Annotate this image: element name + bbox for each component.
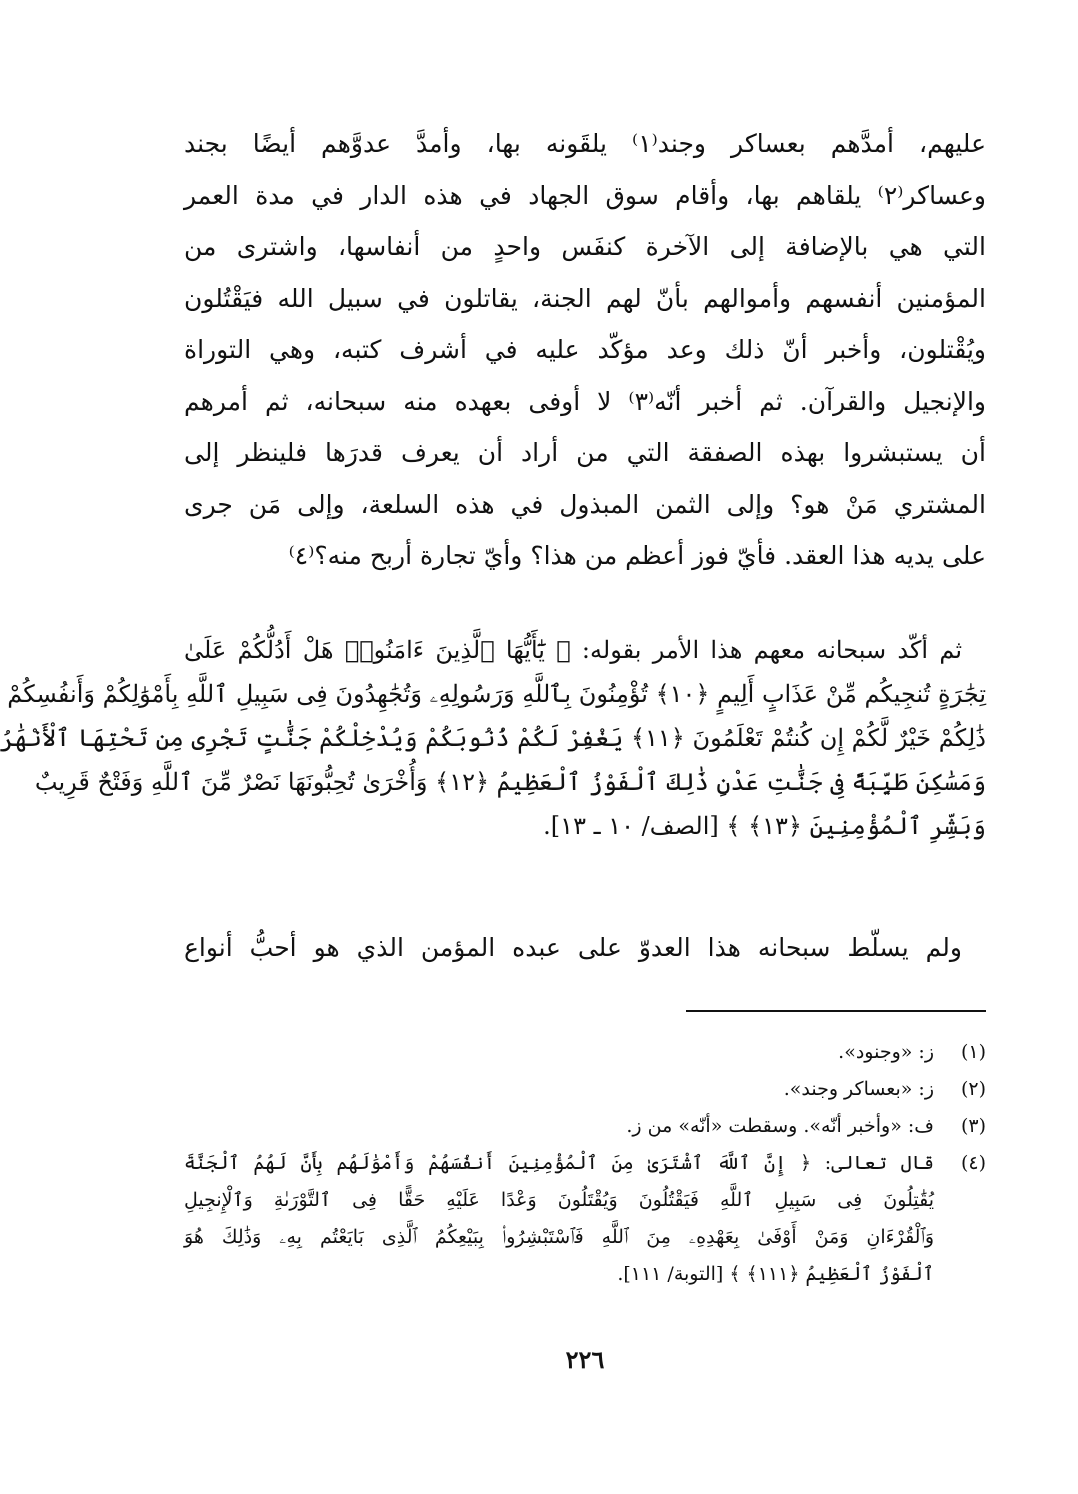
text-line: وعساكر⁽٢⁾ يلقاهم بها، وأقام سوق الجهاد في هذه الدار في مدة العمر bbox=[184, 180, 986, 210]
footnote-text: وَٱلْقُرْءَانِ وَمَنْ أَوْفَىٰ بِعَهْدِهِۦ مِنَ ٱللَّهِ فَٱسْتَبْشِرُوا۟ بِبَيْعِكُمُ ٱلَّذِى بَايَعْتُم بِهِۦ وَذَٰلِكَ هُوَ bbox=[184, 1226, 934, 1248]
footnote-text: ز: «وجنود». bbox=[838, 1041, 934, 1063]
footnote-number: (٣) bbox=[960, 1115, 986, 1137]
text-line: ويُقْتلون، وأخبر أنّ ذلك وعد مؤكّد عليه في أشرف كتبه، وهي التوراة bbox=[184, 335, 986, 364]
text-line: ثم أكّد سبحانه معهم هذا الأمر بقوله: ﴿ يَٰٓأَيُّهَا ٱلَّذِينَ ءَامَنُوا۟ هَلْ أَدُلُّكُمْ عَلَىٰ bbox=[184, 636, 962, 664]
footnote-text: ف: «وأخبر أنّه». وسقطت «أنّه» من ز. bbox=[626, 1115, 934, 1137]
text-line: على يديه هذا العقد. فأيّ فوز أعظم من هذا؟ وأيّ تجارة أربح منه؟⁽٤⁾ bbox=[288, 541, 986, 570]
footnote-number: (٤) bbox=[960, 1152, 986, 1174]
text-line: المؤمنين أنفسهم وأموالهم بأنّ لهم الجنة، يقاتلون في سبيل الله فيَقْتُلون bbox=[184, 283, 986, 313]
footnote-number: (٢) bbox=[960, 1078, 986, 1100]
footnote-divider bbox=[686, 1010, 986, 1012]
footnote-item bbox=[184, 1071, 986, 1108]
text-line: تِجَٰرَةٍ تُنجِيكُم مِّنْ عَذَابٍ أَلِيمٍ ﴿١٠﴾ تُؤْمِنُونَ بِٱللَّهِ وَرَسُولِهِۦ وَتُجَٰهِدُونَ فِى سَبِيلِ ٱللَّهِ بِأَمْوَٰلِكُمْ وَأَنفُسِكُمْ bbox=[7, 680, 986, 708]
text-line: ذَٰلِكُمْ خَيْرٌ لَّكُمْ إِن كُنتُمْ تَعْلَمُونَ ﴿١١﴾ يَغْفِرْ لَكُمْ ذُنُوبَكُمْ وَيُدْخِلْكُمْ جَنَّٰتٍ تَجْرِى مِن تَحْتِهَا ٱلْأَنْهَٰرُ bbox=[0, 724, 986, 752]
footnote-text: ز: «بعساكر وجند». bbox=[783, 1078, 934, 1100]
text-line: أن يستبشروا بهذه الصفقة التي من أراد أن يعرف قدرَها فلينظر إلى bbox=[184, 438, 986, 467]
page-number: ٢٢٦ bbox=[565, 1345, 605, 1374]
text-line: ولم يسلّط سبحانه هذا العدوّ على عبده المؤمن الذي هو أحبُّ أنواع bbox=[184, 933, 962, 962]
quran-quote-paragraph bbox=[0, 628, 986, 848]
footnote-number: (١) bbox=[960, 1041, 986, 1063]
footnote-item bbox=[184, 1034, 986, 1071]
footnote-item bbox=[184, 1145, 986, 1293]
footnote-item bbox=[184, 1108, 986, 1145]
footnote-text: يُقَٰتِلُونَ فِى سَبِيلِ ٱللَّهِ فَيَقْتُلُونَ وَيُقْتَلُونَ وَعْدًا عَلَيْهِ حَقًّا فِى ٱلتَّوْرَىٰةِ وَٱلْإِنجِيلِ bbox=[184, 1189, 934, 1211]
text-line: التي هي بالإضافة إلى الآخرة كنفَس واحدٍ من أنفاسها، واشترى من bbox=[184, 232, 986, 261]
footnote-text: ٱلْفَوْزُ ٱلْعَظِيمُ ﴿١١١﴾ ﴾ [التوبة/ ١١١]. bbox=[617, 1263, 934, 1285]
text-line: عليهم، أمدَّهم بعساكر وجند⁽١⁾ يلقَونه بها، وأمدَّ عدوَّهم أيضًا بجند bbox=[184, 129, 987, 158]
footnotes-list bbox=[184, 1034, 986, 1293]
text-line: المشتري مَنْ هو؟ وإلى الثمن المبذول في هذه السلعة، وإلى مَن جرى bbox=[184, 489, 986, 519]
text-line: وَبَشِّرِ ٱلْمُؤْمِنِينَ ﴿١٣﴾ ﴾ [الصف/ ١٠ ـ ١٣]. bbox=[543, 812, 986, 840]
footnote-text: قال تعالى: ﴿ إِنَّ ٱللَّهَ ٱشْتَرَىٰ مِنَ ٱلْمُؤْمِنِينَ أَنفُسَهُمْ وَأَمْوَٰلَهُم بِأَنَّ لَهُمُ ٱلْجَنَّةَ bbox=[184, 1152, 934, 1174]
text-line: وَمَسَٰكِنَ طَيِّبَةً فِى جَنَّٰتِ عَدْنٍ ذَٰلِكَ ٱلْفَوْزُ ٱلْعَظِيمُ ﴿١٢﴾ وَأُخْرَىٰ تُحِبُّونَهَا نَصْرٌ مِّنَ ٱللَّهِ وَفَتْحٌ قَرِيبٌ bbox=[34, 768, 986, 796]
text-line: والإنجيل والقرآن. ثم أخبر أنّه⁽٣⁾ لا أوفى بعهده منه سبحانه، ثم أمرهم bbox=[184, 386, 986, 416]
main-paragraph-1 bbox=[184, 118, 986, 582]
main-paragraph-3 bbox=[184, 922, 986, 974]
